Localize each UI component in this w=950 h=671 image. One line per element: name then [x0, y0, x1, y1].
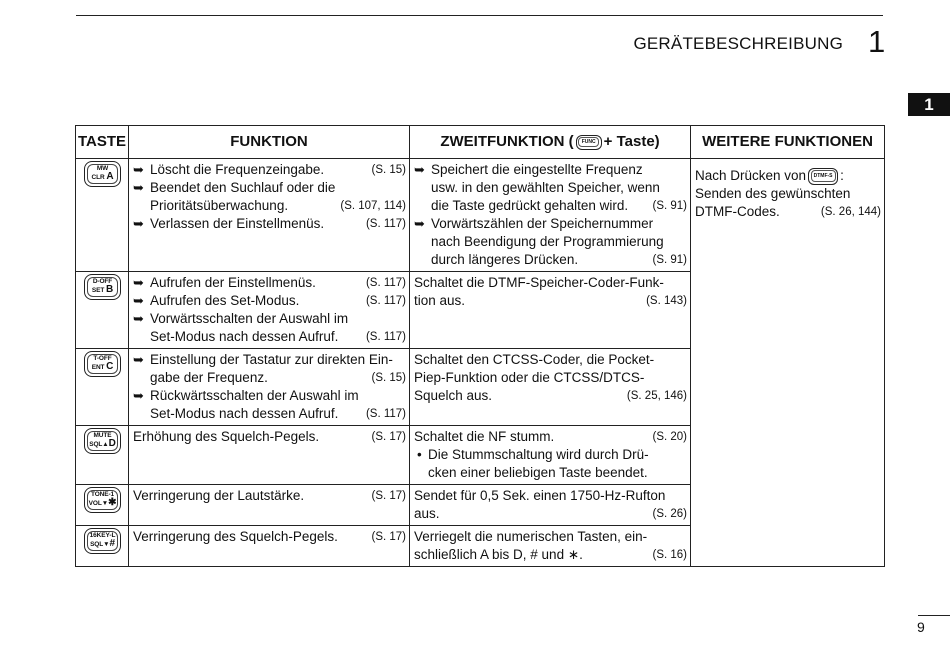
key-cell — [76, 159, 129, 272]
key-cell — [76, 485, 129, 526]
second-function-cell: Sendet für 0,5 Sek. einen 1750-Hz-Rufton aus. (S. 26) — [410, 485, 691, 526]
func-key-icon — [576, 135, 602, 150]
arrow-bullet-icon: ➥ — [414, 162, 425, 177]
key-bottom-label: SQL▼# — [90, 538, 115, 549]
func-key-label: FUNC — [581, 138, 596, 145]
table-row — [76, 159, 885, 272]
dot-bullet-icon: • — [417, 447, 422, 462]
second-function-cell: ➥ Speichert die eingestellte Frequenz usw. in den gewählten Speicher, wenn die Taste gedrückt gehalten wird. (S. 91) ➥ Vorwärtszählen der Speichernummer nach Beendigung der Programmierung durch längeres Drücken. (S. 91) — [410, 159, 691, 272]
key-top-label: MUTE — [93, 432, 112, 439]
function-cell: ➥ Löscht die Frequenzeingabe. (S. 15) ➥ Beendet den Suchlauf oder die Prioritätsüberwachung. (S. 107, 114) ➥ Verlassen der Einstellmenüs. (S. 117) — [129, 159, 410, 272]
key-cell — [76, 526, 129, 567]
function-cell: Verringerung der Lautstärke. (S. 17) — [129, 485, 410, 526]
key-bottom-label: VOL▼✱ — [88, 497, 117, 508]
arrow-bullet-icon: ➥ — [133, 162, 144, 177]
chapter-title: GERÄTEBESCHREIBUNG — [633, 34, 843, 53]
arrow-bullet-icon: ➥ — [133, 275, 144, 290]
key-bottom-label: ENT C — [91, 361, 114, 372]
page-number: 9 — [917, 619, 925, 635]
second-function-cell: Schaltet die NF stumm. (S. 20) • Die Stummschaltung wird durch Drü- cken einer beliebigen Taste beendet. — [410, 426, 691, 485]
table-header-row — [76, 126, 885, 159]
arrow-bullet-icon: ➥ — [133, 293, 144, 308]
key-top-label: D-OFF — [92, 278, 113, 285]
function-table — [75, 125, 885, 567]
function-cell: Verringerung des Squelch-Pegels. (S. 17) — [129, 526, 410, 567]
key-bottom-label: SET B — [91, 284, 114, 295]
key-button-icon — [84, 351, 121, 377]
key-button-icon — [84, 161, 121, 187]
arrow-bullet-icon: ➥ — [133, 311, 144, 326]
arrow-bullet-icon: ➥ — [133, 352, 144, 367]
second-function-cell: Schaltet die DTMF-Speicher-Coder-Funk- tion aus. (S. 143) — [410, 272, 691, 349]
header-second-function — [410, 126, 691, 159]
second-function-cell: Verriegelt die numerischen Tasten, ein- schließlich A bis D, # und ∗. (S. 16) — [410, 526, 691, 567]
function-cell: ➥ Einstellung der Tastatur zur direkten Ein- gabe der Frequenz. (S. 15) ➥ Rückwärtsschalten der Auswahl im Set-Modus nach dessen Aufruf. (S. 117) — [129, 349, 410, 426]
key-top-label: T-OFF — [93, 355, 112, 362]
key-cell — [76, 426, 129, 485]
arrow-bullet-icon: ➥ — [133, 388, 144, 403]
header-more-functions: WEITERE FUNKTIONEN — [691, 126, 885, 159]
function-cell: ➥ Aufrufen der Einstellmenüs. (S. 117) ➥ Aufrufen des Set-Modus. (S. 117) ➥ Vorwärtsschalten der Auswahl im Set-Modus nach dessen Aufruf. (S. 117) — [129, 272, 410, 349]
bottom-rule — [918, 615, 950, 616]
key-button-icon — [84, 528, 121, 554]
arrow-bullet-icon: ➥ — [133, 180, 144, 195]
key-button-icon — [84, 274, 121, 300]
more-functions-cell: Nach Drücken von DTMF-S : Senden des gewünschten DTMF-Codes. (S. 26, 144) — [691, 159, 885, 567]
key-cell — [76, 349, 129, 426]
key-bottom-label: SQL▲D — [89, 438, 116, 449]
chapter-number: 1 — [868, 24, 886, 59]
header-key: TASTE — [76, 126, 129, 159]
top-rule — [76, 15, 883, 16]
header-second-prefix: ZWEITFUNKTION ( — [440, 133, 574, 150]
chapter-tab: 1 — [908, 93, 950, 116]
key-cell — [76, 272, 129, 349]
second-function-cell: Schaltet den CTCSS-Coder, die Pocket- Piep-Funktion oder die CTCSS/DTCS- Squelch aus. (S. 25, 146) — [410, 349, 691, 426]
key-button-icon — [84, 487, 121, 513]
function-cell: Erhöhung des Squelch-Pegels. (S. 17) — [129, 426, 410, 485]
key-bottom-label: CLR A — [91, 171, 114, 182]
key-top-label: 16KEY-L — [89, 532, 116, 539]
dtmf-s-key-icon: DTMF-S — [808, 168, 838, 185]
arrow-bullet-icon: ➥ — [133, 216, 144, 231]
key-top-label: TONE-1 — [90, 491, 115, 498]
key-button-icon — [84, 428, 121, 454]
header-function: FUNKTION — [129, 126, 410, 159]
header-second-suffix: + Taste) — [603, 133, 660, 150]
key-top-label: MW — [96, 165, 109, 172]
arrow-bullet-icon: ➥ — [414, 216, 425, 231]
